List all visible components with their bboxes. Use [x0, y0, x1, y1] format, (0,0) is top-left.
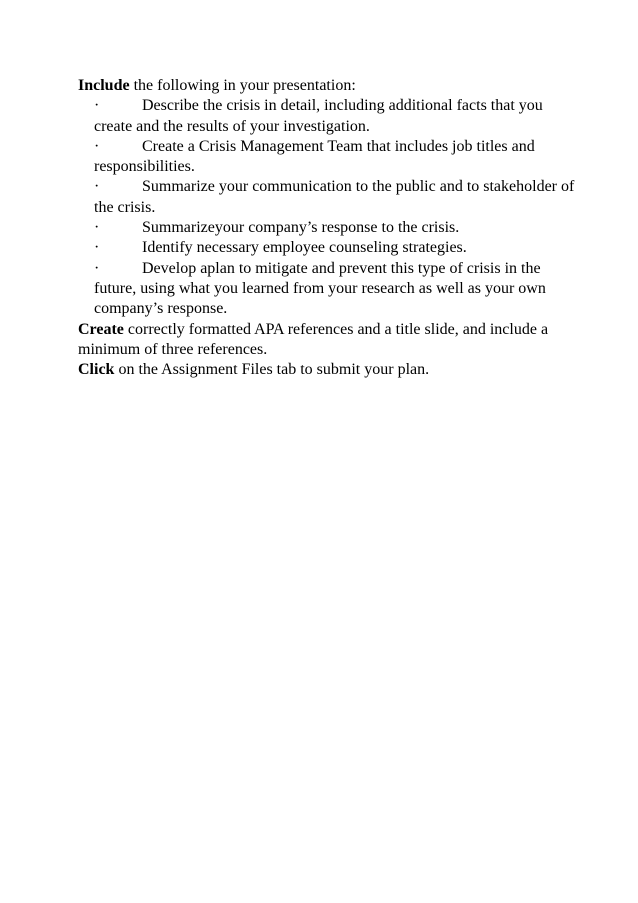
list-item-text: Develop aplan to mitigate and prevent this type of crisis in the future, using what you learned from your research as well as your own company’s response. — [94, 259, 546, 318]
bullet-marker: · — [94, 239, 100, 257]
create-keyword: Create — [78, 320, 124, 338]
bullet-marker: · — [94, 137, 100, 155]
click-paragraph — [78, 360, 578, 380]
bullet-marker: · — [94, 259, 100, 277]
list-item-text: Summarize your communication to the public and to stakeholder of the crisis. — [94, 178, 575, 216]
list-item-text: Summarizeyour company’s response to the crisis. — [142, 219, 460, 237]
create-text: correctly formatted APA references and a title slide, and include a minimum of three references. — [78, 320, 549, 358]
list-item-text: Describe the crisis in detail, including additional facts that you create and the results of your investigation. — [94, 97, 543, 135]
requirements-list — [78, 96, 578, 319]
click-text: on the Assignment Files tab to submit your plan. — [114, 361, 430, 379]
list-item — [78, 259, 578, 320]
intro-paragraph — [78, 76, 578, 96]
intro-keyword: Include — [78, 77, 130, 94]
list-item-text: Create a Crisis Management Team that includes job titles and responsibilities. — [94, 137, 535, 176]
click-keyword: Click — [78, 361, 115, 379]
document-body — [78, 76, 578, 380]
list-item — [78, 238, 578, 258]
bullet-marker: · — [94, 219, 100, 237]
list-item — [78, 96, 578, 137]
create-paragraph — [78, 320, 578, 361]
list-item — [78, 177, 578, 218]
bullet-marker: · — [94, 97, 100, 115]
intro-text: the following in your presentation: — [129, 77, 356, 94]
list-item — [78, 218, 578, 238]
list-item-text: Identify necessary employee counseling strategies. — [142, 239, 467, 257]
list-item — [78, 137, 578, 178]
bullet-marker: · — [94, 178, 100, 196]
